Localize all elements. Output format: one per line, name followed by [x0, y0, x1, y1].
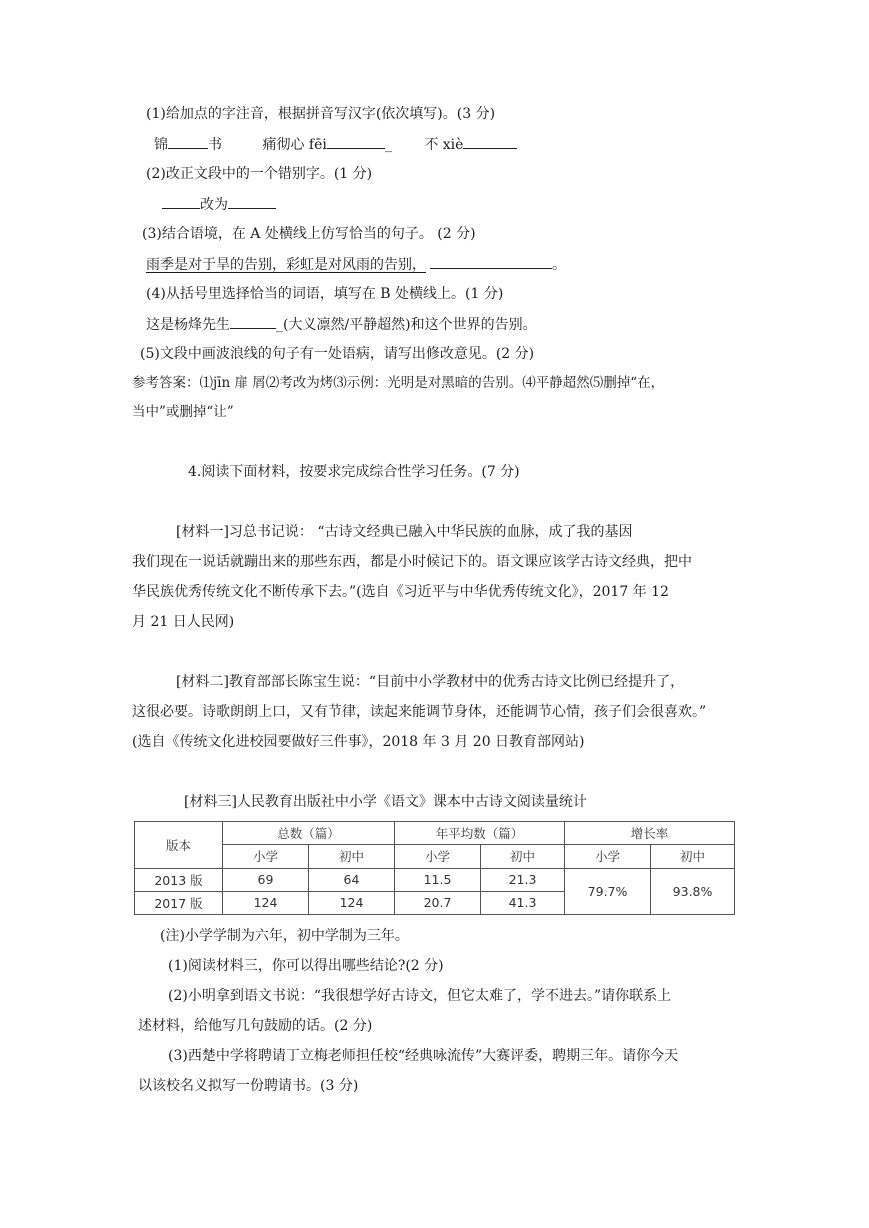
- question-4: (4)从括号里选择恰当的词语，填写在 B 处横线上。(1 分): [146, 286, 504, 302]
- subheader: 小学: [395, 845, 481, 868]
- material-1-line-1: [材料一]习总书记说： “古诗文经典已融入中华民族的血脉，成了我的基因: [176, 524, 633, 540]
- sub-question-3-line-2: 以该校名义拟写一份聘请书。(3 分): [138, 1078, 359, 1094]
- edition-cell: 2013 版: [135, 868, 223, 891]
- material-2-line-3: (选自《传统文化进校园要做好三件事》，2018 年 3 月 20 日教育部网站): [132, 734, 585, 750]
- material-2-line-2: 这很必要。诗歌朗朗上口，又有节律，读起来能调节身体，还能调节心情，孩子们会很喜欢。”: [132, 704, 707, 720]
- blank-mark: _: [384, 137, 392, 153]
- blank-label-jin: 锦: [154, 137, 168, 153]
- table-row: [135, 868, 735, 891]
- blank-label-fei: 痛彻心 fēi: [262, 137, 327, 153]
- sentence-end: _(大义凛然/平静超然)和这个世界的告别。: [276, 317, 537, 333]
- correction-label: 改为: [200, 197, 228, 213]
- answer-key-line-1: 参考答案：⑴jīn 扉 屑⑵考改为烤⑶示例：光明是对黑暗的告别。⑷平静超然⑸删掉“在，: [132, 375, 665, 391]
- sentence-start: 这是杨烽先生: [146, 317, 230, 333]
- answer-key-line-2: 当中”或删掉“让”: [132, 404, 234, 420]
- question-2: (2)改正文段中的一个错别字。(1 分): [146, 166, 373, 182]
- sub-question-2-line-1: (2)小明拿到语文书说：“我很想学好古诗文，但它太难了，学不进去。”请你联系上: [168, 988, 672, 1004]
- blank-label-shu: 书: [208, 137, 222, 153]
- value-cell: 124: [309, 891, 395, 914]
- sub-question-3-line-1: (3)西楚中学将聘请丁立梅老师担任校“经典咏流传”大赛评委，聘期三年。请你今天: [168, 1048, 679, 1064]
- task-heading: 4.阅读下面材料，按要求完成综合性学习任务。(7 分): [188, 464, 520, 480]
- header-edition: 版本: [135, 822, 223, 869]
- material-1-line-2: 我们现在一说话就蹦出来的那些东西，都是小时候记下的。语文课应该学古诗文经典，把中: [132, 554, 692, 570]
- material-1-line-3: 华民族优秀传统文化不断传承下去。”(选自《习近平与中华优秀传统文化》，2017 年 12: [132, 584, 669, 600]
- value-cell: 124: [223, 891, 309, 914]
- growth-cell: 93.8%: [651, 868, 735, 915]
- growth-cell: 79.7%: [565, 868, 651, 915]
- material-2-line-1: [材料二]教育部部长陈宝生说：“目前中小学教材中的优秀古诗文比例已经提升了，: [176, 674, 685, 690]
- question-5: (5)文段中画波浪线的句子有一处语病，请写出修改意见。(2 分): [140, 346, 535, 362]
- table-note: (注)小学学制为六年，初中学制为三年。: [160, 928, 409, 944]
- edition-cell: 2017 版: [135, 891, 223, 914]
- example-sentence: 雨季是对于旱的告别，彩虹是对风雨的告别，: [146, 257, 426, 273]
- question-1-blanks: [154, 134, 517, 155]
- value-cell: 64: [309, 868, 395, 891]
- answer-blank[interactable]: [327, 134, 385, 149]
- value-cell: 21.3: [481, 868, 565, 891]
- sub-question-1: (1)阅读材料三，你可以得出哪些结论?(2 分): [168, 958, 444, 974]
- value-cell: 11.5: [395, 868, 481, 891]
- header-growth: 增长率: [565, 822, 735, 845]
- subheader: 初中: [309, 845, 395, 868]
- question-3-line: [146, 254, 566, 275]
- answer-blank[interactable]: [463, 134, 517, 149]
- question-1: (1)给加点的字注音，根据拼音写汉字(依次填写)。(3 分): [146, 106, 496, 122]
- blank-label-xie: 不 xiè: [424, 137, 464, 153]
- sub-question-2-line-2: 述材料，给他写几句鼓励的话。(2 分): [138, 1018, 373, 1034]
- subheader: 初中: [481, 845, 565, 868]
- answer-blank[interactable]: [228, 194, 276, 209]
- value-cell: 69: [223, 868, 309, 891]
- answer-blank[interactable]: [162, 194, 200, 209]
- statistics-table: [134, 821, 735, 915]
- value-cell: 20.7: [395, 891, 481, 914]
- period: 。: [552, 257, 566, 273]
- question-4-line: [146, 314, 537, 335]
- material-3-title: [材料三]人民教育出版社中小学《语文》课本中古诗文阅读量统计: [184, 794, 587, 810]
- material-1-line-4: 月 21 日人民网): [132, 614, 235, 630]
- subheader: 小学: [565, 845, 651, 868]
- question-2-line: [162, 194, 276, 215]
- value-cell: 41.3: [481, 891, 565, 914]
- subheader: 小学: [223, 845, 309, 868]
- subheader: 初中: [651, 845, 735, 868]
- header-total: 总数（篇）: [223, 822, 395, 845]
- answer-blank[interactable]: [168, 134, 208, 149]
- answer-blank[interactable]: [230, 314, 276, 329]
- header-average: 年平均数（篇）: [395, 822, 565, 845]
- question-3: (3)结合语境，在 A 处横线上仿写恰当的句子。 (2 分): [142, 226, 476, 242]
- answer-blank[interactable]: [430, 254, 552, 269]
